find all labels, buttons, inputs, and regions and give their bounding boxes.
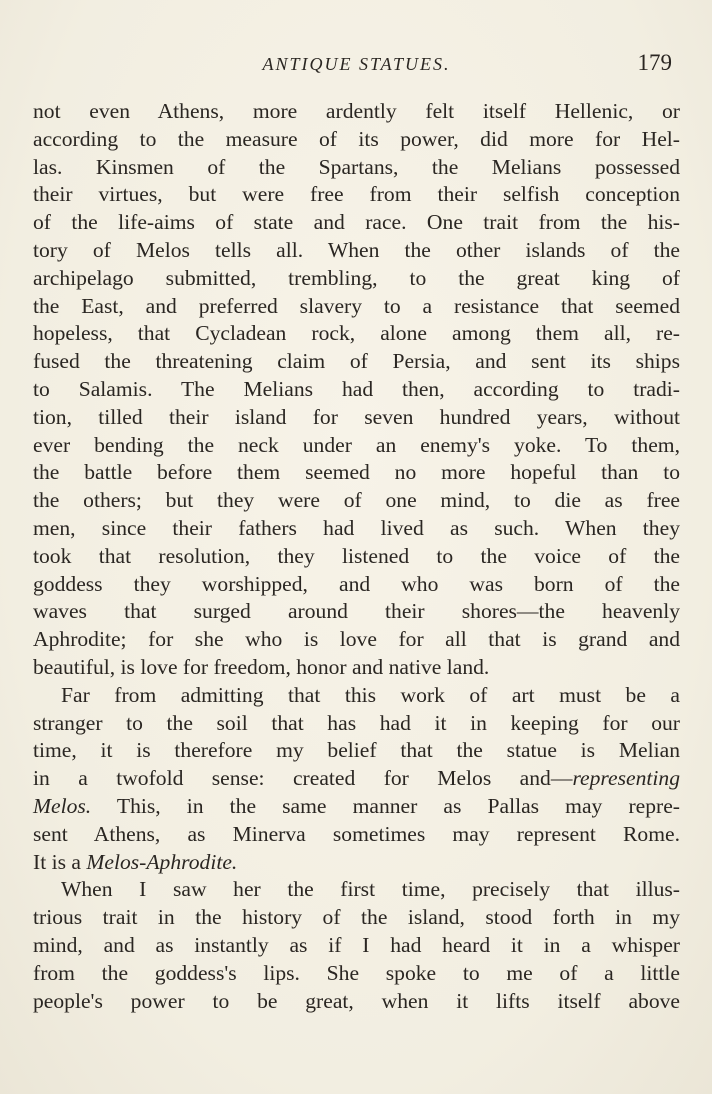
text-line: stranger to the soil that has had it in keeping for our bbox=[33, 710, 680, 735]
italic-term: Melos. bbox=[33, 793, 92, 818]
text-line: the battle before them seemed no more hopeful than to bbox=[33, 460, 680, 485]
text-line: Far from admitting that this work of art must be a bbox=[61, 682, 680, 707]
text-line: When I saw her the first time, precisely that illus- bbox=[61, 877, 680, 902]
text-line: tory of Melos tells all. When the other islands of the bbox=[33, 237, 680, 262]
running-head bbox=[33, 50, 680, 80]
text-line: beautiful, is love for freedom, honor and native land. bbox=[33, 654, 490, 679]
text-line bbox=[33, 793, 680, 821]
text-line: from the goddess's lips. She spoke to me of a little bbox=[33, 960, 680, 985]
text-segment: in a twofold sense: created for Melos and— bbox=[33, 766, 573, 791]
text-line: las. Kinsmen of the Spartans, the Melians possessed bbox=[33, 154, 680, 179]
text-line: the East, and preferred slavery to a resistance that seemed bbox=[33, 293, 680, 318]
text-line: fused the threatening claim of Persia, and sent its ships bbox=[33, 349, 680, 374]
text-line: took that resolution, they listened to the voice of the bbox=[33, 543, 680, 568]
text-line: of the life-aims of state and race. One trait from the his- bbox=[33, 210, 680, 235]
text-line: tion, tilled their island for seven hundred years, without bbox=[33, 404, 680, 429]
text-line: trious trait in the history of the island, stood forth in my bbox=[33, 905, 680, 930]
text-line: waves that surged around their shores—the heavenly bbox=[33, 599, 680, 624]
text-line: men, since their fathers had lived as such. When they bbox=[33, 515, 680, 540]
text-line: hopeless, that Cycladean rock, alone among them all, re- bbox=[33, 321, 680, 346]
text-line: not even Athens, more ardently felt itself Hellenic, or bbox=[33, 99, 680, 123]
italic-term: Melos-Aphrodite. bbox=[86, 849, 238, 874]
text-line: according to the measure of its power, did more for Hel- bbox=[33, 126, 680, 151]
text-segment: It is a bbox=[33, 849, 81, 874]
italic-term: representing bbox=[572, 766, 680, 791]
text-line: mind, and as instantly as if I had heard it in a whisper bbox=[33, 932, 680, 957]
body-text bbox=[33, 98, 680, 1015]
text-line: archipelago submitted, trembling, to the great king of bbox=[33, 265, 680, 290]
text-line: ever bending the neck under an enemy's yoke. To them, bbox=[33, 432, 680, 457]
text-line: to Salamis. The Melians had then, according to tradi- bbox=[33, 376, 680, 401]
text-line: time, it is therefore my belief that the statue is Melian bbox=[33, 738, 680, 763]
text-line: the others; but they were of one mind, to die as free bbox=[33, 488, 680, 513]
text-line bbox=[33, 849, 680, 877]
running-title: ANTIQUE STATUES. bbox=[262, 54, 451, 74]
text-segment: This, in the same manner as Pallas may repre- bbox=[91, 793, 680, 818]
text-line: goddess they worshipped, and who was born of the bbox=[33, 571, 680, 596]
text-line bbox=[33, 765, 680, 793]
page-number: 179 bbox=[637, 50, 672, 75]
text-line: their virtues, but were free from their selfish conception bbox=[33, 182, 680, 207]
text-line: sent Athens, as Minerva sometimes may represent Rome. bbox=[33, 821, 680, 846]
text-line: Aphrodite; for she who is love for all that is grand and bbox=[33, 627, 680, 652]
text-line: people's power to be great, when it lifts itself above bbox=[33, 988, 680, 1013]
